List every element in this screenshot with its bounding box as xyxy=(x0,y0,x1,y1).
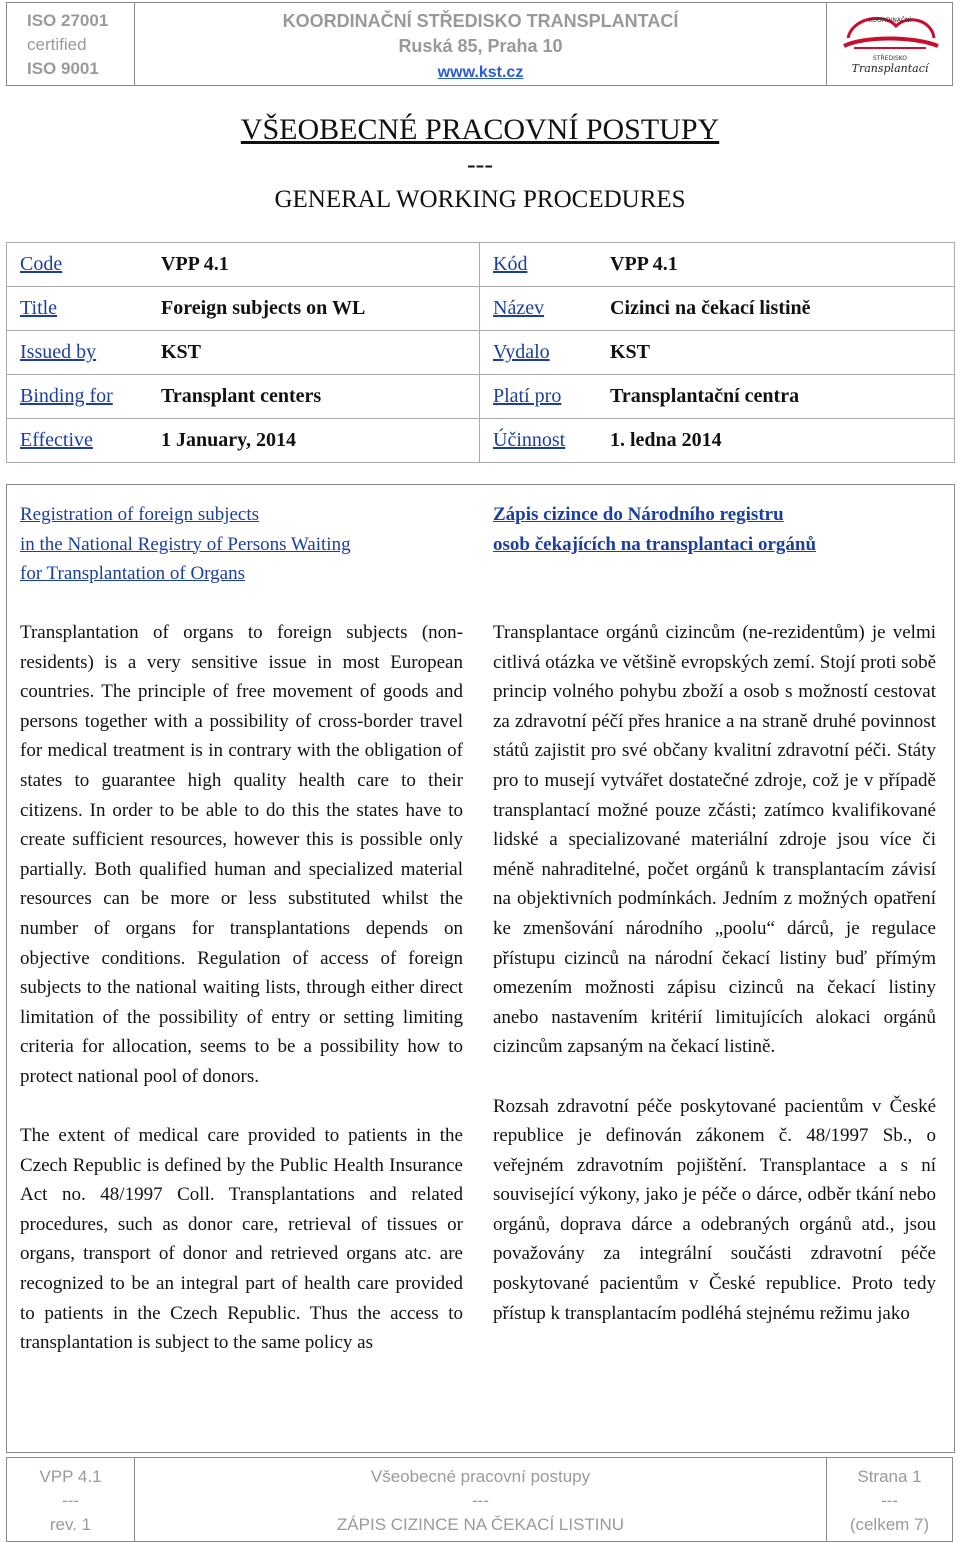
info-row-issued-by xyxy=(7,331,955,375)
footer-separator: --- xyxy=(472,1491,489,1510)
kst-logo xyxy=(834,8,946,80)
website-link[interactable]: www.kst.cz xyxy=(437,64,524,81)
value-cz: Cizinci na čekací listině xyxy=(597,287,955,331)
label-en: Effective xyxy=(7,419,149,463)
footer-revision: rev. 1 xyxy=(49,1515,92,1534)
logo-box xyxy=(827,3,952,85)
label-cz: Vydalo xyxy=(480,331,598,375)
title-english: GENERAL WORKING PROCEDURES xyxy=(274,186,686,213)
footer-title-box xyxy=(135,1458,827,1541)
czech-paragraph-2: Rozsah zdravotní péče poskytované pacientům v České republice je definován zákonem č. 48/1997 Sb., o veřejném zdravotním pojištění. Transplantace a s ní související výkony, jako je péče o dárce, odběr tkání nebo orgánů, doprava dárce a odebraných orgánů atd., jsou považovány za integrální součásti zdravotní péče poskytované pacientům v České republice. Proto tedy přístup k transplantacím podléhá stejnému režimu jako xyxy=(493,1095,936,1324)
footer-doc-subtitle: ZÁPIS CIZINCE NA ČEKACÍ LISTINU xyxy=(336,1515,625,1534)
organization-name: KOORDINAČNÍ STŘEDISKO TRANSPLANTACÍ xyxy=(282,11,679,31)
value-en: Transplant centers xyxy=(148,375,480,419)
english-paragraph-2: The extent of medical care provided to patients in the Czech Republic is defined by the Public Health Insurance Act no. 48/1997 Coll. Transplantations and related procedures, such as donor care, retrieval of tissues or organs, transport of donor and retrieved organs atc. are recognized to be an integral part of health care provided to patients in the Czech Republic. Thus the access to transplantation is subject to the same policy as xyxy=(20,1125,463,1354)
footer-separator: --- xyxy=(62,1491,79,1510)
czech-heading-line: Zápis cizince do Národního registru xyxy=(493,504,784,525)
svg-text:KOORDINAČNÍ: KOORDINAČNÍ xyxy=(868,17,911,24)
value-en: VPP 4.1 xyxy=(148,243,480,287)
document-body xyxy=(6,484,955,1453)
value-cz: KST xyxy=(597,331,955,375)
english-heading-line: Registration of foreign subjects xyxy=(20,504,260,525)
czech-paragraph-1: Transplantace orgánů cizincům (ne-rezidentům) je velmi citlivá otázka ve většině evropských zemí. Stojí proti sobě princip volného pohybu zboží a osob s možností cestovat za zdravotní péčí přes hranice a na straně druhé povinnost států zajistit pro své občany kvalitní zdravotní péči. Státy pro to musejí vytvářet dostatečné zdroje, což je v případě transplantací možné pouze zčásti; zatímco kvalifikované lidské a specializované materiální zdroje jsou více či méně nahraditelné, počet orgánů k transplantacím závisí na objektivních podmínkách. Jedním z možných opatření ke zmenšování národního „poolu“ dárců, je regulace přístupu cizinců na národní čekací listiny buď přímým omezením možnosti zápisu cizinců na čekací listiny anebo nastavením kritérií limitujících alokaci orgánů cizincům zapsaným na čekací listině. xyxy=(493,622,936,1058)
title-czech: VŠEOBECNÉ PRACOVNÍ POSTUPY xyxy=(240,113,720,146)
value-cz: 1. ledna 2014 xyxy=(597,419,955,463)
document-info-table xyxy=(6,242,955,463)
page-header xyxy=(6,2,953,86)
label-cz: Platí pro xyxy=(480,375,598,419)
footer-doc-title: Všeobecné pracovní postupy xyxy=(370,1467,591,1486)
value-cz: Transplantační centra xyxy=(597,375,955,419)
english-paragraph-1: Transplantation of organs to foreign subjects (non-residents) is a very sensitive issue in most European countries. The principle of free movement of goods and persons together with a possibility of cross-border travel for medical treatment is in contrary with the obligation of states to guarantee high quality health care to their citizens. In order to be able to do this the states have to create sufficient resources, however this is possible only partially. Both qualified human and specialized material resources can be more or less substituted whilst the number of organs for transplantations depends on objective conditions. Regulation of access of foreign subjects to the national waiting lists, through either direct limitation of the possibility of entry or setting limiting criteria for allocation, seems to be a possibility how to protect national pool of donors. xyxy=(20,622,463,1087)
value-en: 1 January, 2014 xyxy=(148,419,480,463)
english-heading-line: in the National Registry of Persons Waiting xyxy=(20,533,351,555)
label-cz: Účinnost xyxy=(480,419,598,463)
label-cz: Kód xyxy=(480,243,598,287)
info-row-title xyxy=(7,287,955,331)
english-heading-line: for Transplantation of Organs xyxy=(20,563,245,585)
label-en: Binding for xyxy=(7,375,149,419)
czech-column xyxy=(493,500,936,1358)
organization-address: Ruská 85, Praha 10 xyxy=(398,36,563,56)
label-en: Issued by xyxy=(7,331,149,375)
footer-separator: --- xyxy=(881,1491,898,1510)
footer-page-box xyxy=(827,1458,952,1541)
label-cz: Název xyxy=(480,287,598,331)
czech-heading-line: osob čekajících na transplantaci orgánů xyxy=(493,533,817,555)
footer-code-box xyxy=(7,1458,135,1541)
info-row-code xyxy=(7,243,955,287)
english-column xyxy=(20,500,463,1387)
english-heading xyxy=(20,500,463,618)
label-en: Code xyxy=(7,243,149,287)
title-separator: --- xyxy=(467,150,493,179)
footer-page-number: Strana 1 xyxy=(857,1467,922,1486)
value-en: Foreign subjects on WL xyxy=(148,287,480,331)
label-en: Title xyxy=(7,287,149,331)
info-row-effective xyxy=(7,419,955,463)
svg-text:Transplantací: Transplantací xyxy=(851,62,928,75)
footer-code: VPP 4.1 xyxy=(39,1467,102,1486)
page-footer xyxy=(6,1457,953,1542)
value-cz: VPP 4.1 xyxy=(597,243,955,287)
info-row-binding-for xyxy=(7,375,955,419)
certified-label: certified xyxy=(27,35,87,54)
organization-box xyxy=(135,3,827,85)
svg-text:STŘEDISKO: STŘEDISKO xyxy=(872,55,907,62)
czech-heading xyxy=(493,500,936,618)
footer-total-pages: (celkem 7) xyxy=(849,1515,930,1534)
iso-9001-label: ISO 9001 xyxy=(27,59,99,78)
document-title xyxy=(0,110,960,220)
certification-box xyxy=(7,3,135,85)
value-en: KST xyxy=(148,331,480,375)
iso-27001-label: ISO 27001 xyxy=(27,11,109,30)
